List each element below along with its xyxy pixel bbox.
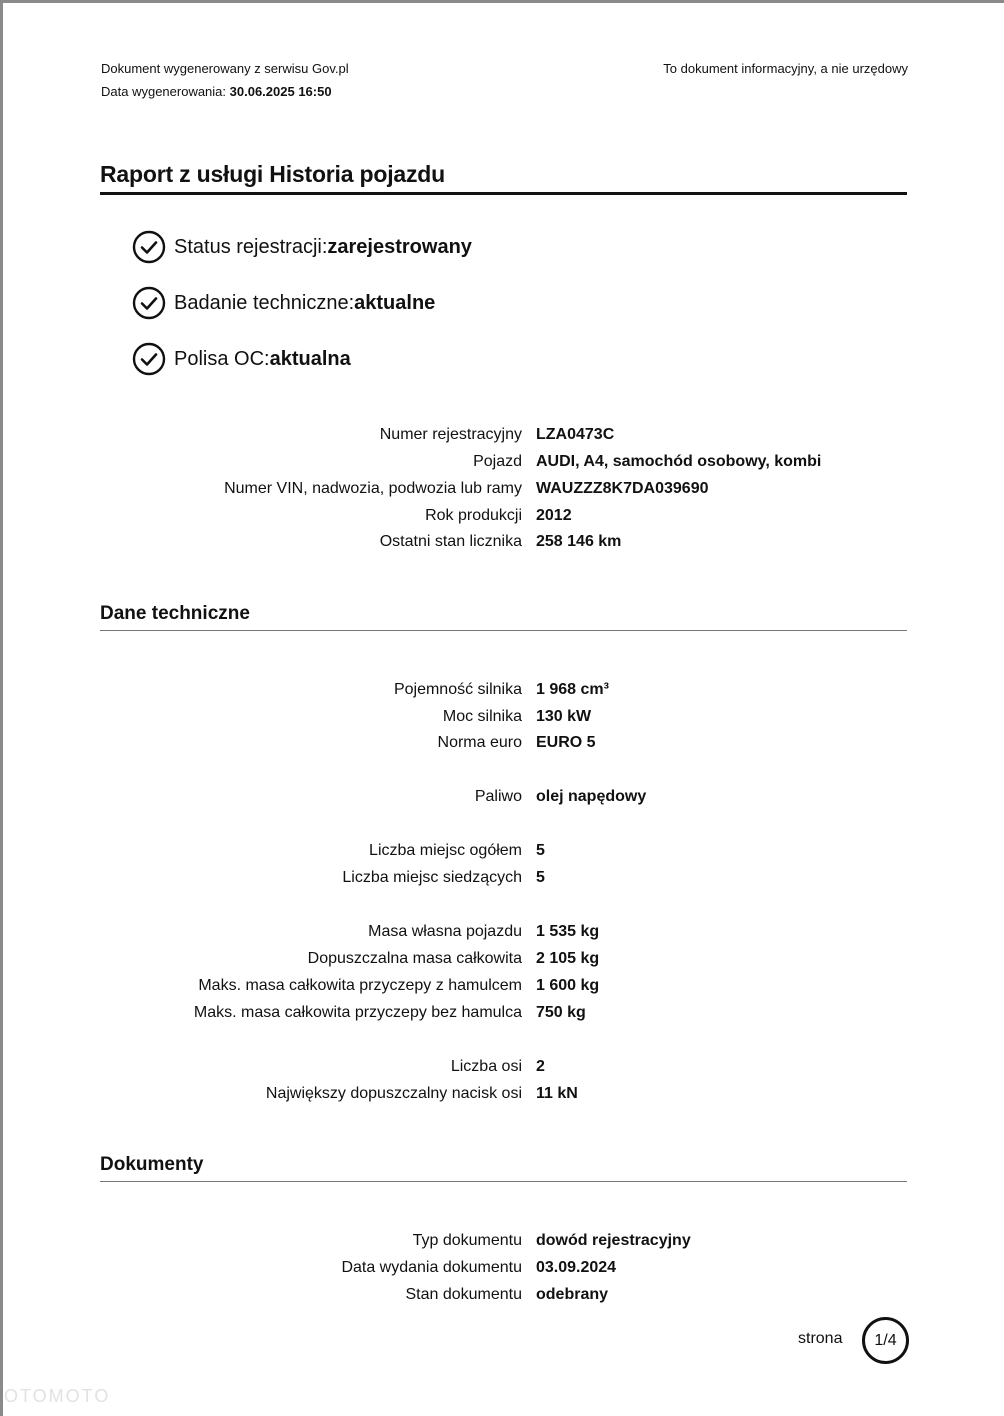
row-label: Maks. masa całkowita przyczepy z hamulcem (198, 977, 522, 994)
row-value: WAUZZZ8K7DA039690 (536, 480, 709, 497)
status-value: aktualna (269, 347, 351, 370)
vehicle-row (0, 475, 1004, 502)
row-value: 258 146 km (536, 533, 622, 550)
header-notice: To dokument informacyjny, a nie urzędowy (663, 61, 908, 76)
technical-row (0, 945, 1004, 972)
technical-row (0, 1053, 1004, 1080)
row-label: Ostatni stan licznika (379, 533, 522, 550)
section-title-technical: Dane techniczne (100, 603, 250, 624)
watermark: OTOMOTO (4, 1386, 111, 1406)
document-row (0, 1227, 1004, 1254)
vehicle-row (0, 448, 1004, 475)
row-label: Typ dokumentu (412, 1232, 522, 1249)
technical-row (0, 918, 1004, 945)
status-inspection (132, 286, 435, 320)
status-insurance (132, 342, 351, 376)
row-value: 5 (536, 869, 545, 886)
status-label: Polisa OC: (174, 347, 270, 370)
row-label: Moc silnika (442, 708, 522, 725)
row-value: 03.09.2024 (536, 1259, 617, 1276)
row-value: odebrany (536, 1286, 609, 1303)
row-value: 2012 (536, 507, 572, 524)
row-value: 1 535 kg (536, 923, 600, 940)
row-label: Masa własna pojazdu (368, 923, 522, 940)
row-label: Numer rejestracyjny (379, 426, 522, 443)
row-value: LZA0473C (536, 426, 615, 443)
vehicle-row (0, 528, 1004, 555)
check-circle-icon (132, 342, 166, 376)
row-value: EURO 5 (536, 734, 596, 751)
row-value: AUDI, A4, samochód osobowy, kombi (536, 453, 822, 470)
header-generated-date (101, 84, 332, 99)
row-label: Paliwo (474, 788, 522, 805)
technical-row (0, 864, 1004, 891)
row-value: 1 968 cm³ (536, 681, 609, 698)
row-label: Norma euro (437, 734, 522, 751)
technical-row (0, 1080, 1004, 1107)
vehicle-row (0, 502, 1004, 529)
header-source: Dokument wygenerowany z serwisu Gov.pl (101, 61, 349, 76)
row-value: 1 600 kg (536, 977, 600, 994)
row-label: Liczba miejsc siedzących (342, 869, 522, 886)
status-label: Status rejestracji: (174, 235, 328, 258)
page-label: strona (798, 1330, 843, 1347)
status-label: Badanie techniczne: (174, 291, 355, 314)
technical-row (0, 783, 1004, 810)
page-number-badge: 1/4 (862, 1317, 909, 1364)
technical-row (0, 676, 1004, 703)
row-label: Największy dopuszczalny nacisk osi (265, 1085, 522, 1102)
technical-row (0, 703, 1004, 730)
technical-row (0, 729, 1004, 756)
row-label: Data wydania dokumentu (341, 1259, 522, 1276)
row-value: 11 kN (536, 1085, 578, 1102)
vehicle-row (0, 421, 1004, 448)
row-label: Stan dokumentu (405, 1286, 522, 1303)
check-circle-icon (132, 230, 166, 264)
technical-row (0, 837, 1004, 864)
row-label: Pojemność silnika (393, 681, 522, 698)
check-circle-icon (132, 286, 166, 320)
document-row (0, 1281, 1004, 1308)
page-title: Raport z usługi Historia pojazdu (100, 161, 446, 187)
row-label: Pojazd (473, 453, 522, 470)
technical-row (0, 972, 1004, 999)
row-value: 750 kg (536, 1004, 586, 1021)
row-label: Numer VIN, nadwozia, podwozia lub ramy (224, 480, 522, 497)
row-label: Liczba osi (450, 1058, 522, 1075)
status-value: aktualne (354, 291, 436, 314)
row-value: 5 (536, 842, 545, 859)
status-value: zarejestrowany (327, 235, 472, 258)
document-row (0, 1254, 1004, 1281)
row-value: dowód rejestracyjny (536, 1232, 691, 1249)
row-value: 130 kW (536, 708, 592, 725)
section-divider (100, 630, 907, 631)
status-registration (132, 230, 472, 264)
generated-value: 30.06.2025 16:50 (229, 84, 332, 99)
row-label: Maks. masa całkowita przyczepy bez hamulca (193, 1004, 522, 1021)
section-divider (100, 1181, 907, 1182)
row-label: Liczba miejsc ogółem (369, 842, 522, 859)
row-label: Rok produkcji (425, 507, 522, 524)
row-label: Dopuszczalna masa całkowita (307, 950, 522, 967)
row-value: olej napędowy (536, 788, 647, 805)
row-value: 2 (536, 1058, 545, 1075)
title-divider (100, 192, 907, 195)
technical-row (0, 999, 1004, 1026)
section-title-documents: Dokumenty (100, 1154, 204, 1175)
generated-label: Data wygenerowania: (101, 84, 230, 99)
row-value: 2 105 kg (536, 950, 600, 967)
